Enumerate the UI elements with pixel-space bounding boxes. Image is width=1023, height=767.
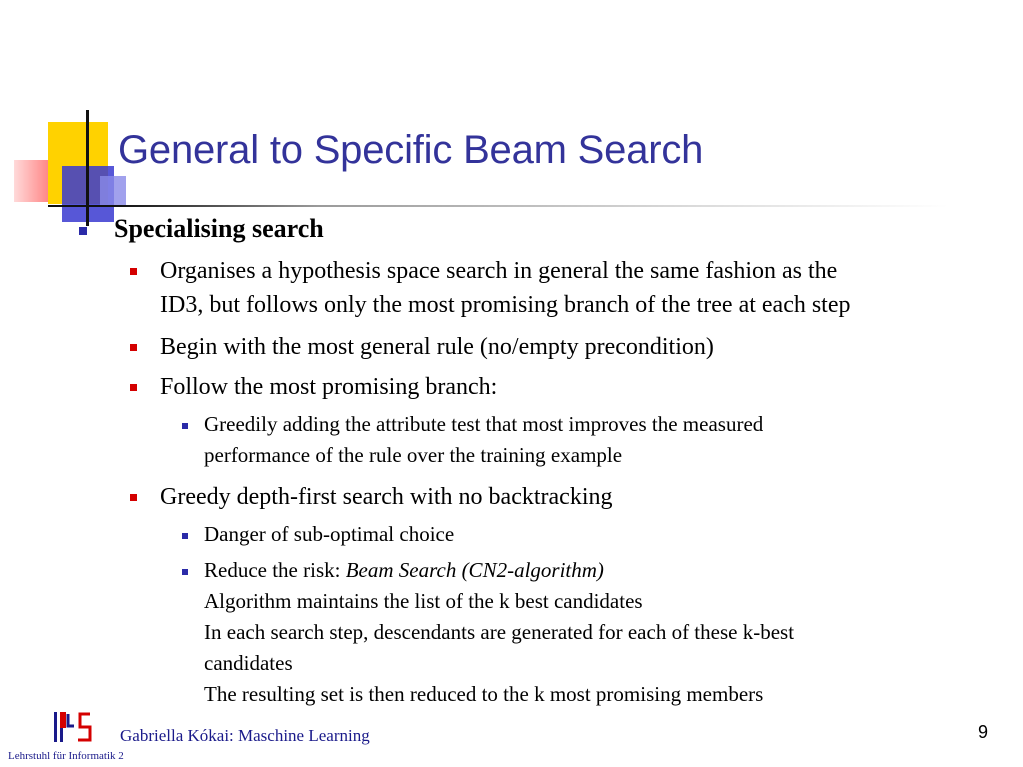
bullet-level2-text: Organises a hypothesis space search in general the same fashion as the [160,258,838,284]
bullet-level3-text [204,555,604,586]
bullet-level2-text: Greedy depth-first search with no backtracking [160,484,613,510]
bullet-level3-text: Danger of sub-optimal choice [204,522,455,546]
bullet-level3-text: The resulting set is then reduced to the k most promising members [204,682,764,706]
bullet-icon [130,384,137,391]
bullet-level1: Specialising search [114,214,324,243]
bullet-level3-text: Greedily adding the attribute test that most improves the measured [204,412,764,436]
corner-decoration [0,0,140,240]
bullet-level2-text: ID3, but follows only the most promising branch of the tree at each step [160,292,851,318]
bullet-icon [182,569,188,575]
bullet-level2-text: Follow the most promising branch: [160,374,498,400]
bullet-icon [130,494,137,501]
bullet-icon [130,344,137,351]
bullet-level3-text: performance of the rule over the training example [204,443,623,467]
footer-chair: Lehrstuhl für Informatik 2 [8,750,124,762]
bullet-level2-text: Begin with the most general rule (no/empty precondition) [160,334,714,360]
bullet-level3-text: Algorithm maintains the list of the k best candidates [204,589,643,613]
bullet-icon [182,423,188,429]
bullet-icon [130,268,137,275]
bullet-level3-text: In each search step, descendants are generated for each of these k-best [204,620,795,644]
page-number: 9 [978,722,989,742]
bullet-icon [182,533,188,539]
footer-author: Gabriella Kókai: Maschine Learning [120,726,370,745]
slide-title: General to Specific Beam Search [118,128,704,172]
bullet-level3-text: candidates [204,651,293,675]
institute-logo-icon [54,712,94,742]
title-underline [48,205,948,207]
bullet-icon [79,227,87,235]
risk-prefix: Reduce the risk: [204,558,346,582]
beam-search-italic: Beam Search (CN2-algorithm) [345,558,604,582]
vertical-rule [86,110,89,226]
light-blue-square-decoration [100,176,126,206]
